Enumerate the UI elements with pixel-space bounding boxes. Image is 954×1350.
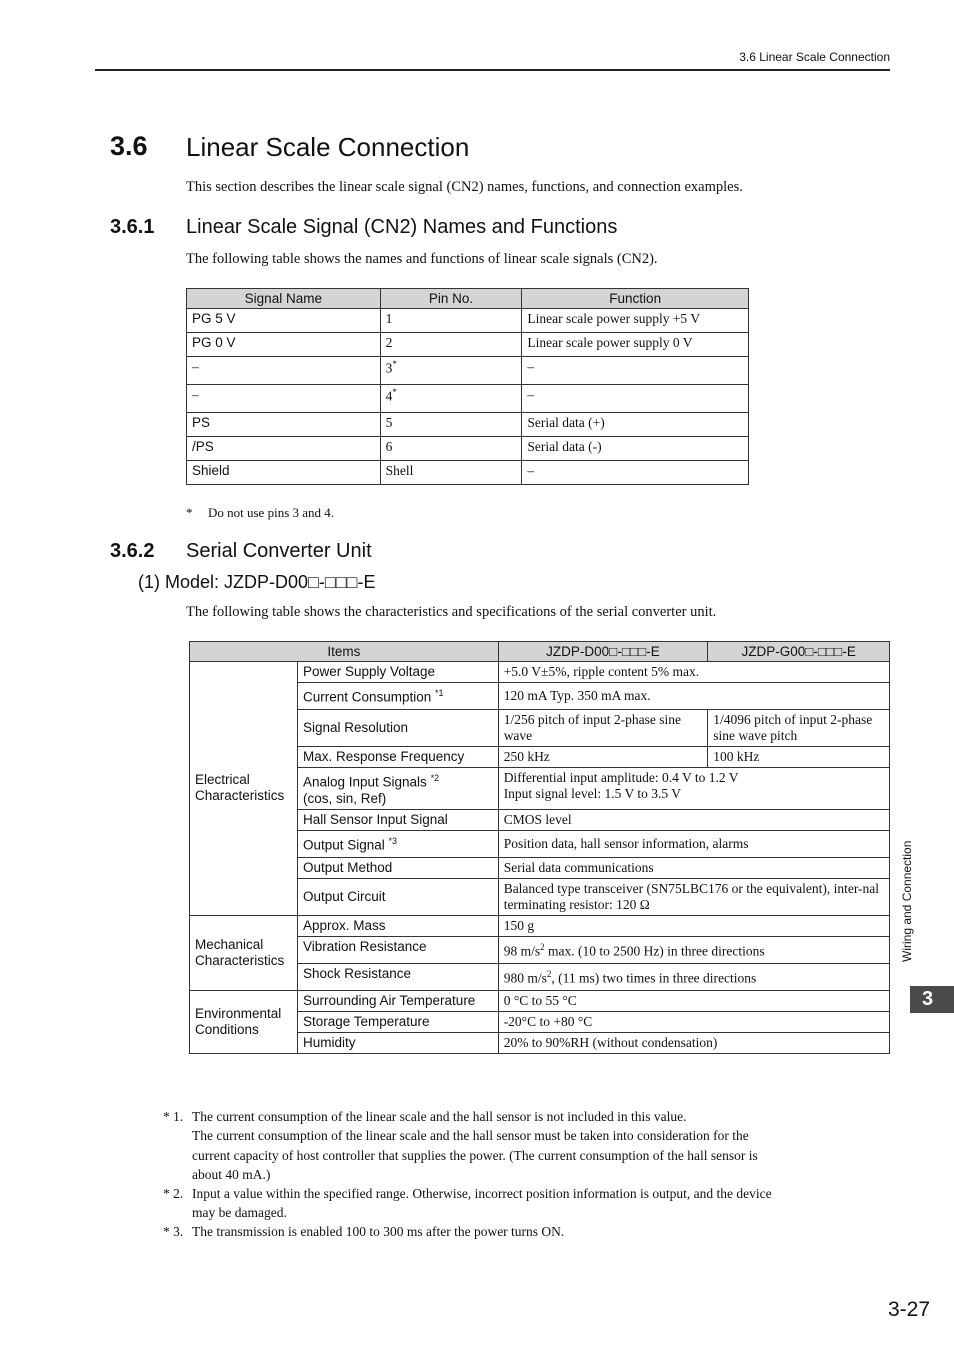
- subsection-2-title: Serial Converter Unit: [186, 540, 372, 562]
- col-header-signal-name: Signal Name: [187, 289, 381, 309]
- function: Linear scale power supply +5 V: [522, 309, 749, 333]
- item-value-text: 98 m/s: [503, 943, 541, 959]
- footnote-mark: * 2.: [163, 1186, 184, 1201]
- pin-no: 5: [380, 413, 522, 437]
- item-label: [297, 683, 498, 710]
- function: –: [522, 461, 749, 485]
- footnote-text: [192, 1107, 782, 1184]
- table-footnote-mark: *: [186, 505, 193, 520]
- item-label: Humidity: [297, 1032, 498, 1053]
- signal-name: Shield: [187, 461, 381, 485]
- group-mechanical: Mechanical Characteristics: [190, 915, 298, 990]
- item-value-line-1: Differential input amplitude: 0.4 V to 1.2 V: [503, 770, 739, 785]
- item-value: [498, 963, 889, 990]
- item-value-text-2: , (11 ms) two times in three directions: [551, 970, 757, 986]
- chapter-side-label: Wiring and Connection: [900, 840, 914, 962]
- table-header-row: [187, 289, 749, 309]
- table-header-row: [190, 642, 890, 662]
- section-number: 3.6: [110, 131, 148, 161]
- item-label-text: Analog Input Signals: [302, 774, 427, 790]
- pin-no: Shell: [380, 461, 522, 485]
- item-label-text-2: (cos, sin, Ref): [302, 790, 387, 806]
- signal-name: /PS: [187, 437, 381, 461]
- pin-no: [380, 357, 522, 385]
- table-row: [190, 915, 890, 936]
- table-row: [187, 413, 749, 437]
- footnote-line: Input a value within the specified range. Otherwise, incorrect position information is output, and the device may be damaged.: [192, 1186, 772, 1221]
- item-label: Surrounding Air Temperature: [297, 990, 498, 1011]
- item-value: +5.0 V±5%, ripple content 5% max.: [498, 662, 889, 683]
- footnote-line: The transmission is enabled 100 to 300 ms after the power turns ON.: [192, 1224, 565, 1239]
- function: Serial data (+): [522, 413, 749, 437]
- footnote-mark: *2: [430, 773, 440, 783]
- table-row: [187, 461, 749, 485]
- section-intro: This section describes the linear scale signal (CN2) names, functions, and connection examples.: [186, 179, 743, 195]
- item-label: [297, 830, 498, 857]
- signal-name: –: [187, 357, 381, 385]
- table-row: [187, 309, 749, 333]
- function: –: [522, 385, 749, 413]
- pin-no: 2: [380, 333, 522, 357]
- pin-no: 6: [380, 437, 522, 461]
- item-label: [297, 768, 498, 810]
- page-number: 3-27: [887, 1298, 930, 1321]
- table-row: [190, 662, 890, 683]
- pin-value: 3: [385, 360, 393, 376]
- item-label: Storage Temperature: [297, 1011, 498, 1032]
- model-heading: (1) Model: JZDP-D00□-□□□-E: [138, 572, 376, 592]
- table-row: [190, 990, 890, 1011]
- function: –: [522, 357, 749, 385]
- signal-name: –: [187, 385, 381, 413]
- footnote-mark: *: [392, 359, 397, 369]
- subsection-2-number: 3.6.2: [110, 540, 155, 562]
- group-electrical: Electrical Characteristics: [190, 662, 298, 916]
- pin-value: 4: [385, 388, 393, 404]
- running-header: 3.6 Linear Scale Connection: [739, 50, 890, 64]
- table-row: [187, 437, 749, 461]
- cn2-signal-table: [186, 288, 749, 485]
- item-value: 20% to 90%RH (without condensation): [498, 1032, 889, 1053]
- item-value: CMOS level: [498, 809, 889, 830]
- item-value-text: 980 m/s: [503, 970, 547, 986]
- item-label: Shock Resistance: [297, 963, 498, 990]
- signal-name: PG 5 V: [187, 309, 381, 333]
- function: Linear scale power supply 0 V: [522, 333, 749, 357]
- item-label: Signal Resolution: [297, 710, 498, 747]
- subsection-2-intro: The following table shows the characteristics and specifications of the serial converter unit.: [186, 604, 717, 620]
- item-value: 150 g: [498, 915, 889, 936]
- footnote-mark: * 1.: [163, 1109, 184, 1124]
- subsection-1-number: 3.6.1: [110, 216, 155, 238]
- item-label: Power Supply Voltage: [297, 662, 498, 683]
- item-value: Position data, hall sensor information, alarms: [498, 830, 889, 857]
- footnote-mark: *1: [435, 688, 444, 698]
- superscript: 2: [540, 942, 545, 953]
- item-value: Serial data communications: [498, 857, 889, 878]
- subsection-1-intro: The following table shows the names and functions of linear scale signals (CN2).: [186, 251, 658, 267]
- item-value-text-2: max. (10 to 2500 Hz) in three directions: [544, 943, 765, 959]
- signal-name: PS: [187, 413, 381, 437]
- pin-no: [380, 385, 522, 413]
- item-value: Balanced type transceiver (SN75LBC176 or the equivalent), inter-nal terminating resistor: 120 Ω: [498, 878, 889, 915]
- item-label: Max. Response Frequency: [297, 747, 498, 768]
- chapter-tab: 3: [910, 986, 954, 1013]
- section-title: Linear Scale Connection: [186, 132, 470, 162]
- table-row: [187, 385, 749, 413]
- item-label: Hall Sensor Input Signal: [297, 809, 498, 830]
- col-header-function: Function: [522, 289, 749, 309]
- item-value: [498, 936, 889, 963]
- header-rule: [95, 69, 890, 71]
- subsection-1-title: Linear Scale Signal (CN2) Names and Functions: [186, 216, 618, 238]
- item-value: 120 mA Typ. 350 mA max.: [498, 683, 889, 710]
- pin-no: 1: [380, 309, 522, 333]
- item-value: -20°C to +80 °C: [498, 1011, 889, 1032]
- table-row: [187, 333, 749, 357]
- item-value-d00: 250 kHz: [498, 747, 708, 768]
- col-header-jzdp-d00: JZDP-D00□-□□□-E: [498, 642, 708, 662]
- table-footnote: Do not use pins 3 and 4.: [208, 505, 335, 520]
- item-value: [498, 768, 889, 810]
- col-header-items: Items: [190, 642, 499, 662]
- function: Serial data (-): [522, 437, 749, 461]
- item-label-text: Current Consumption: [302, 689, 432, 705]
- item-label: Vibration Resistance: [297, 936, 498, 963]
- footnote-text: [192, 1184, 782, 1223]
- group-environmental: Environmental Conditions: [190, 990, 298, 1053]
- item-label-text: Output Signal: [302, 837, 385, 852]
- col-header-jzdp-g00: JZDP-G00□-□□□-E: [708, 642, 890, 662]
- table-row: [187, 357, 749, 385]
- item-label: Approx. Mass: [297, 915, 498, 936]
- item-value-d00: 1/256 pitch of input 2-phase sine wave: [498, 710, 708, 747]
- footnote-mark: * 3.: [163, 1224, 184, 1239]
- item-value-line-2: Input signal level: 1.5 V to 3.5 V: [503, 786, 682, 801]
- item-value-g00: 1/4096 pitch of input 2-phase sine wave pitch: [708, 710, 890, 747]
- item-label: Output Circuit: [297, 878, 498, 915]
- item-value-g00: 100 kHz: [708, 747, 890, 768]
- signal-name: PG 0 V: [187, 333, 381, 357]
- footnote-text: [192, 1222, 782, 1241]
- superscript: 2: [546, 969, 552, 980]
- footnote-mark: *3: [388, 835, 398, 846]
- item-value: 0 °C to 55 °C: [498, 990, 889, 1011]
- serial-converter-spec-table: [189, 641, 890, 1054]
- item-label: Output Method: [297, 857, 498, 878]
- footnote-mark: *: [392, 387, 397, 397]
- col-header-pin-no: Pin No.: [380, 289, 522, 309]
- footnote-line: The current consumption of the linear scale and the hall sensor is not included in this value.: [192, 1109, 687, 1124]
- footnote-line: The current consumption of the linear scale and the hall sensor must be taken into consideration for the current capacity of host controller that supplies the power. (The current consumption of the hall sensor is about 40 mA.): [192, 1128, 758, 1182]
